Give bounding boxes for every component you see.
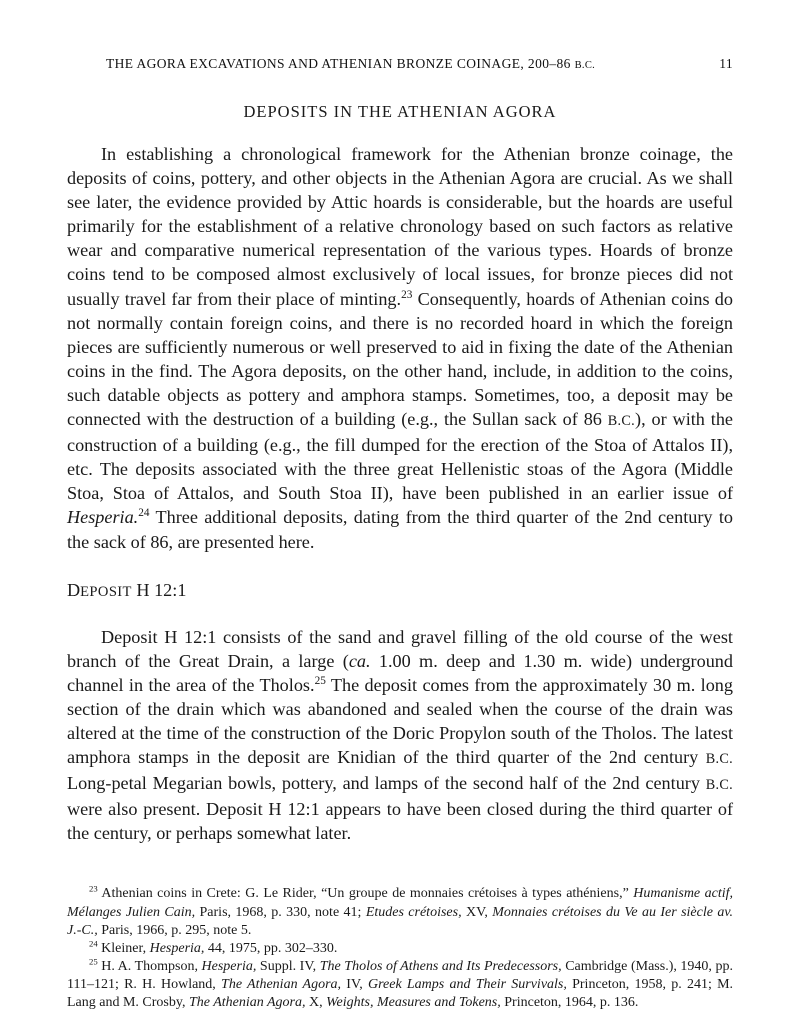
footnote-ref-23[interactable]: 23 xyxy=(401,288,413,301)
running-head xyxy=(67,56,733,72)
deposit-heading: DEPOSIT H 12:1 xyxy=(67,579,187,600)
footnote-24: $^{24}$ Kleiner, Hesperia, 44, 1975, pp. 302–330. xyxy=(89,938,338,956)
intro-paragraph: In establishing a chronological framework for the Athenian bronze coinage, the deposits of coins, pottery, and other objects in the Athenian Agora are crucial. As we shall see later, the evidence provided by Attic hoards is considerable, but the hoards are useful primarily for the establishment of a relative chronology based on such factors as relative wear and comparative numerical representation of the various types. Hoards of bronze coins tend to be composed almost exclusively of local issues, for bronze pieces did not usually travel far from their place of minting.$^{23}$ Consequently, hoards of Athenian coins do not normally contain foreign coins, and there is no recorded hoard in which the foreign pieces are sufficiently numerous or well preserved to aid in fixing the date of the Athenian coins in the find. The Agora deposits, on the other hand, include, in addition to the coins, such datable objects as pottery and amphora stamps. Sometimes, too, a deposit may be connected with the destruction of a building (e.g., the Sullan sack of 86 B.C.), or with the construction of a building (e.g., the fill dumped for the erection of the Stoa of Attalos II), etc. The deposits associated with the three great Hellenistic stoas of the Agora (Middle Stoa, Stoa of Attalos, and South Stoa II), have been published in an earlier issue of Hesperia.$^{24}$ Three additional deposits, dating from the third quarter of the 2nd century to the sack of 86, are presented here. xyxy=(67,144,734,552)
page xyxy=(67,56,733,1012)
deposit-paragraph: Deposit H 12:1 consists of the sand and gravel filling of the old course of the west branch of the Great Drain, a large (ca. 1.00 m. deep and 1.30 m. wide) underground channel in the area of the Tholos.$^{25}$ The deposit comes from the approximately 30 m. long section of the drain which was abandoned and sealed when the course of the drain was altered at the time of the construction of the Doric Propylon south of the Tholos. The latest amphora stamps in the deposit are Knidian of the third quarter of the 2nd century B.C. Long-petal Megarian bowls, pottery, and lamps of the second half of the 2nd century B.C. were also present. Deposit H 12:1 appears to have been closed during the third quarter of the century, or perhaps somewhat later. xyxy=(67,626,733,844)
era-abbrev: B.C. xyxy=(574,60,596,71)
footnote-23: $^{23}$ Athenian coins in Crete: G. Le Rider, “Un groupe de monnaies crétoises à types athéniens,” Humanisme actif, Mélanges Julien Cain, Paris, 1968, p. 330, note 41; Etudes crétoises, XV, Monnaies crétoises du Ve au Ier siècle av. J.-C., Paris, 1966, p. 295, note 5. xyxy=(67,883,734,938)
footnotes xyxy=(67,885,733,1012)
section-title: DEPOSITS IN THE ATHENIAN AGORA xyxy=(243,102,557,121)
page-number: 11 xyxy=(719,56,733,71)
footnote-25: $^{25}$ H. A. Thompson, Hesperia, Suppl. IV, The Tholos of Athens and Its Predecessors, Cambridge (Mass.), 1940, pp. 111–121; R. H. Howland, The Athenian Agora, IV, Greek Lamps and Their Survivals, Princeton, 1958, p. 241; M. Lang and M. Crosby, The Athenian Agora, X, Weights, Measures and Tokens, Princeton, 1964, p. 136. xyxy=(67,956,734,1010)
running-title: THE AGORA EXCAVATIONS AND ATHENIAN BRONZE COINAGE, 200–86 B.C. xyxy=(106,56,596,71)
journal-title: Hesperia. xyxy=(67,507,139,528)
footnote-ref-24[interactable]: 24 xyxy=(138,507,150,520)
footnote-ref-25[interactable]: 25 xyxy=(314,674,326,687)
